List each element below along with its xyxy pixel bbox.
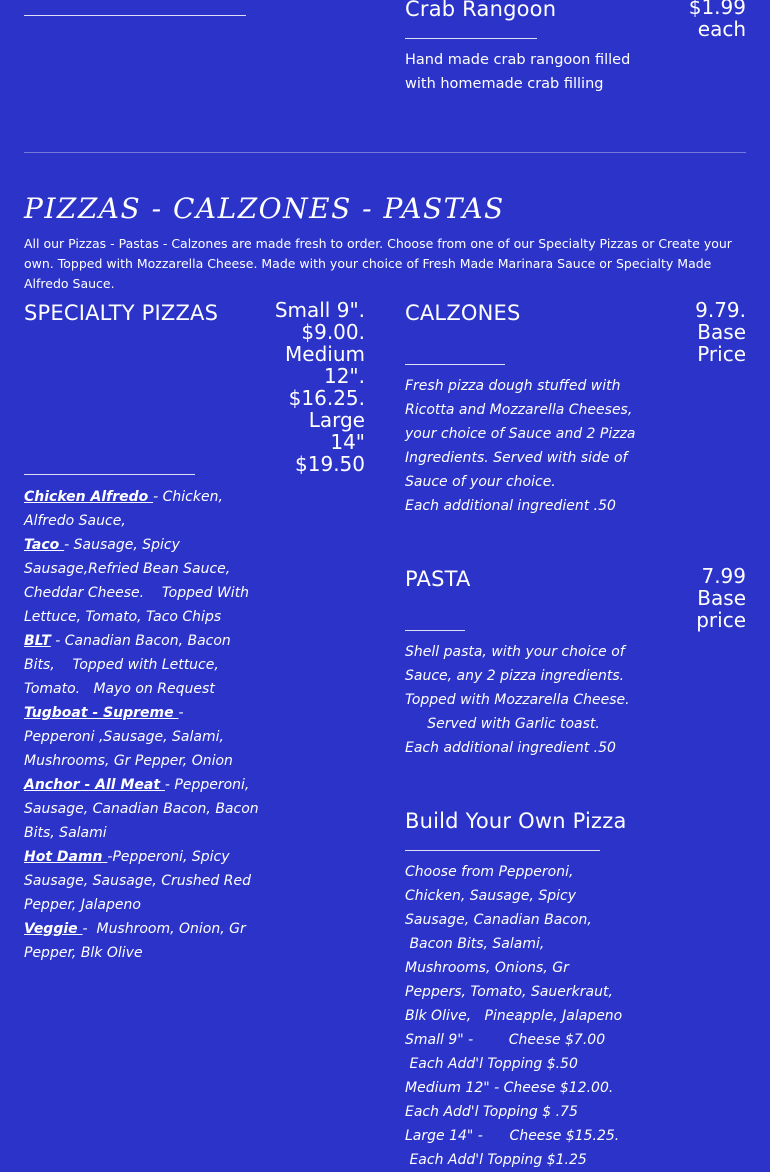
pizza-link-blt[interactable]: BLT (24, 633, 51, 649)
list-item (24, 533, 270, 629)
list-item (24, 485, 270, 533)
pizza-link-hot-damn[interactable]: Hot Damn (24, 849, 108, 865)
crab-rangoon-title: Crab Rangoon (405, 0, 557, 21)
top-left-divider (24, 15, 246, 16)
calzones-desc-line-1: Fresh pizza dough stuffed with Ricotta and Mozzarella Cheeses, your choice of Sauce and 2 Pizza Ingredients. Served with side of Sauce of your choice. (405, 378, 636, 490)
specialty-price-line-5: $16.25. (288, 386, 365, 410)
pasta-description (405, 640, 650, 760)
specialty-price-line-7: 14" (330, 430, 365, 454)
specialty-pizzas-price (255, 299, 365, 475)
pizza-link-tugboat-supreme[interactable]: Tugboat - Supreme (24, 705, 179, 721)
pasta-desc-line-3: Served with Garlic toast. (405, 716, 600, 732)
byo-desc-line-1: Choose from Pepperoni, Chicken, Sausage, Spicy Sausage, Canadian Bacon, Bacon Bits, Salami, Mushrooms, Onions, Gr Peppers, Tomato, Sauerkraut, Blk Olive, Pineapple, Jalapeno (405, 864, 623, 1024)
section-divider (24, 152, 746, 153)
pizza-link-veggie[interactable]: Veggie (24, 921, 83, 937)
list-item (24, 773, 270, 845)
specialty-price-line-2: $9.00. (301, 320, 365, 344)
pasta-price-line-1: 7.99 (701, 564, 746, 588)
byo-desc-line-4: Large 14" - Cheese $15.25. Each Add'l Topping $1.25 (405, 1128, 624, 1168)
byo-desc-line-2: Small 9" - Cheese $7.00 Each Add'l Topping $.50 (405, 1032, 610, 1072)
crab-rangoon-description: Hand made crab rangoon filled with homemade crab filling (405, 52, 631, 92)
pizza-link-taco[interactable]: Taco (24, 537, 65, 553)
pasta-desc-line-2: Topped with Mozzarella Cheese. (405, 692, 630, 708)
crab-rangoon-price-line-1: $1.99 (688, 0, 746, 19)
pizza-desc: - Pepperoni ,Sausage, Salami, Mushrooms, Gr Pepper, Onion (24, 705, 233, 769)
specialty-pizzas-title: SPECIALTY PIZZAS (24, 301, 219, 325)
pasta-price-line-2: Base (697, 586, 746, 610)
specialty-price-line-6: Large (308, 408, 365, 432)
specialty-price-line-8: $19.50 (295, 452, 365, 476)
list-item (24, 917, 270, 965)
build-your-own-divider (405, 850, 600, 851)
calzones-price-line-2: Base (697, 320, 746, 344)
list-item (24, 845, 270, 917)
pizza-desc: -Pepperoni, Spicy Sausage, Sausage, Crushed Red Pepper, Jalapeno (24, 849, 251, 913)
list-item (24, 629, 270, 701)
crab-rangoon-price (689, 0, 746, 40)
pasta-title: PASTA (405, 567, 471, 591)
build-your-own-title: Build Your Own Pizza (405, 809, 627, 833)
list-item (24, 701, 270, 773)
pasta-price (696, 565, 746, 631)
calzones-desc-line-2: Each additional ingredient .50 (405, 498, 616, 514)
specialty-price-line-3: Medium (285, 342, 365, 366)
pizza-desc: - Mushroom, Onion, Gr Pepper, Blk Olive (24, 921, 246, 961)
specialty-price-line-1: Small 9". (274, 298, 365, 322)
calzones-price (695, 299, 746, 365)
pizza-link-anchor-all-meat[interactable]: Anchor - All Meat (24, 777, 165, 793)
pasta-price-line-3: price (696, 608, 746, 632)
calzones-price-line-3: Price (697, 342, 746, 366)
specialty-pizzas-divider (24, 474, 195, 475)
crab-rangoon-divider (405, 38, 537, 39)
calzones-title: CALZONES (405, 301, 521, 325)
pasta-divider (405, 630, 465, 631)
pizza-desc: - Sausage, Spicy Sausage,Refried Bean Sauce, Cheddar Cheese. Topped With Lettuce, Tomato, Taco Chips (24, 537, 250, 625)
pasta-desc-line-4: Each additional ingredient .50 (405, 740, 616, 756)
section-title: PIZZAS - CALZONES - PASTAS (24, 192, 505, 225)
build-your-own-description (405, 860, 633, 1172)
pizza-link-chicken-alfredo[interactable]: Chicken Alfredo (24, 489, 154, 505)
section-intro: All our Pizzas - Pastas - Calzones are made fresh to order. Choose from one of our Specialty Pizzas or Create your own. Topped with Mozzarella Cheese. Made with your choice of Fresh Made Marinara Sauce or Specialty Made Alfredo Sauce. (24, 236, 732, 291)
pasta-desc-line-1: Shell pasta, with your choice of Sauce, any 2 pizza ingredients. (405, 644, 625, 684)
specialty-pizza-list (24, 485, 270, 965)
crab-rangoon-price-line-2: each (697, 17, 746, 41)
byo-desc-line-3: Medium 12" - Cheese $12.00. Each Add'l Topping $ .75 (405, 1080, 614, 1120)
calzones-price-line-1: 9.79. (695, 298, 746, 322)
calzones-divider (405, 364, 505, 365)
calzones-description (405, 374, 650, 518)
pizza-desc: - Chicken, Alfredo Sauce, (24, 489, 223, 529)
pizza-desc: - Canadian Bacon, Bacon Bits, Topped with Lettuce, Tomato. Mayo on Request (24, 633, 231, 697)
pizza-desc: - Pepperoni, Sausage, Canadian Bacon, Bacon Bits, Salami (24, 777, 259, 841)
specialty-price-line-4: 12". (323, 364, 365, 388)
